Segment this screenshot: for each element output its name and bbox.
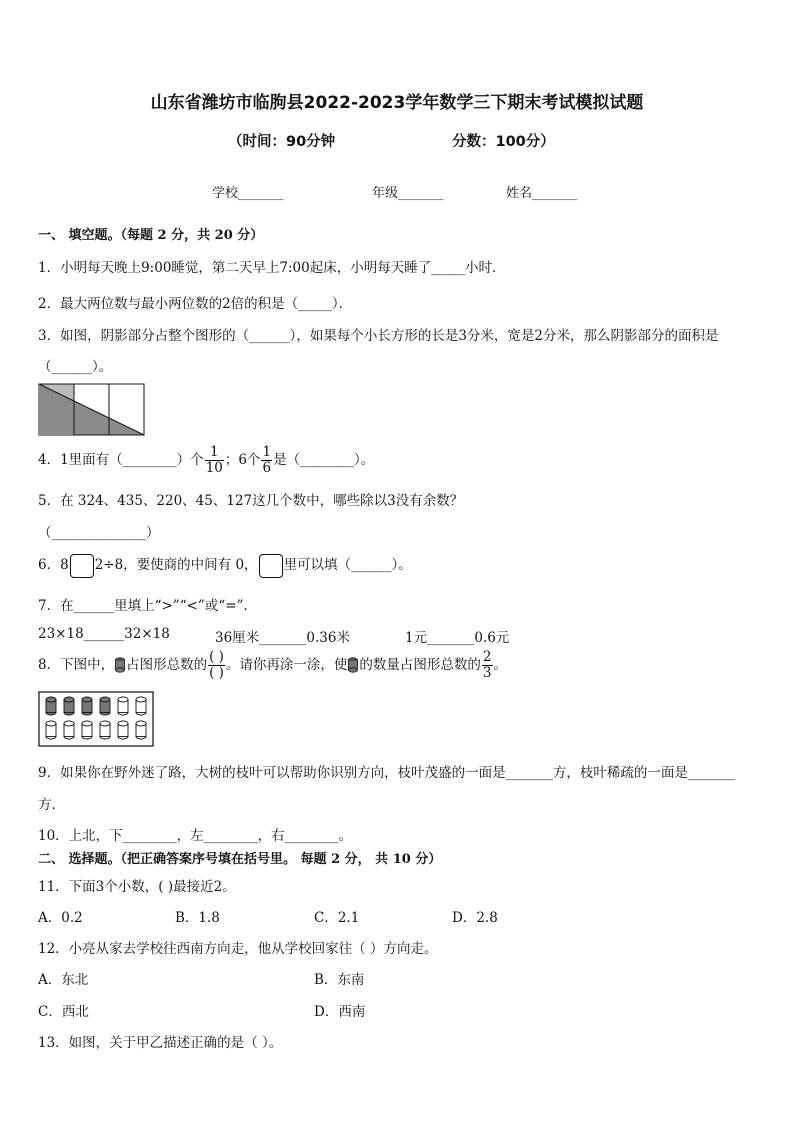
fraction-one-sixth (261, 445, 272, 476)
question-8-text-c: 。请你再涂一涂，使 (225, 656, 348, 673)
fraction-denominator: 3 (482, 664, 492, 681)
section-1-title: 一、 填空题。（每题 2 分，共 20 分） (38, 228, 264, 243)
question-12-option-a: A．东北 (38, 972, 89, 988)
question-12-option-c: C．西北 (38, 1004, 89, 1020)
question-13: 13．如图，关于甲乙描述正确的是（ ）。 (38, 1035, 283, 1051)
fraction-numerator: ( ) (209, 649, 224, 665)
school-field: 学校_______ (212, 186, 284, 201)
question-5-line2: （______________） (38, 525, 160, 541)
cylinder-empty (136, 721, 146, 739)
question-8 (38, 650, 507, 681)
fraction-numerator: 1 (205, 445, 224, 461)
cylinder-icon (348, 657, 358, 673)
cylinder-shaded (46, 697, 56, 715)
blank-box (259, 554, 283, 578)
question-4-text-a: 4．1里面有（________）个 (38, 451, 204, 468)
question-7-compare-1: 23×18______32×18 (38, 626, 170, 642)
fraction-one-tenth (205, 445, 224, 476)
question-8-text-a: 8．下图中， (38, 656, 115, 673)
question-6 (38, 553, 412, 578)
question-7-compare-3: 1元_______0.6元 (405, 630, 510, 646)
cylinder-grid-figure (38, 691, 154, 747)
grade-field: 年级_______ (372, 186, 444, 201)
cylinder-empty (46, 721, 56, 739)
question-9-line2: 方． (38, 797, 65, 813)
question-12: 12．小亮从家去学校往西南方向走，他从学校回家往（ ）方向走。 (38, 941, 438, 957)
question-6-text-a: 6．8 (38, 557, 69, 573)
fraction-two-thirds (482, 650, 493, 681)
exam-score: 分数：100分） (452, 134, 555, 150)
question-4 (38, 445, 374, 476)
question-4-text-c: 是（________）。 (273, 451, 375, 468)
question-11-option-b: B．1.8 (175, 910, 220, 926)
question-5-line1: 5．在 324、435、220、45、127这几个数中，哪些除以3没有余数？ (38, 493, 464, 509)
cylinder-icon (115, 657, 125, 673)
question-7-line1: 7．在______里填上“>”“<”或“=”. (38, 598, 248, 614)
cylinder-empty (100, 721, 110, 739)
fraction-blank (208, 650, 225, 681)
fraction-denominator: ( ) (209, 664, 224, 681)
question-3-line2: （______）。 (38, 359, 113, 375)
question-11-option-a: A．0.2 (38, 910, 83, 926)
question-11-option-c: C．2.1 (314, 910, 360, 926)
cylinder-shaded (100, 697, 110, 715)
question-7-compare-2: 36厘米_______0.36米 (215, 630, 350, 646)
question-9-line1: 9．如果你在野外迷了路，大树的枝叶可以帮助你识别方向，枝叶茂盛的一面是_______方，枝叶稀疏的一面是_______ (38, 765, 736, 781)
question-6-text-b: 2÷8，要使商的中间有 0， (94, 557, 258, 573)
fraction-denominator: 10 (205, 459, 223, 476)
exam-time: （时间：90分钟 (228, 134, 336, 150)
question-12-option-d: D．西南 (314, 1004, 366, 1020)
fraction-denominator: 6 (262, 459, 272, 476)
question-2: 2．最大两位数与最小两位数的2倍的积是（_____）． (38, 296, 353, 312)
question-10: 10．上北，下________，左________，右________。 (38, 828, 353, 844)
question-12-option-b: B．东南 (314, 972, 365, 988)
shaded-rectangle-figure (38, 383, 146, 437)
question-8-text-d: 的数量占图形总数的 (359, 656, 481, 673)
question-8-text-b: 占图形总数的 (126, 656, 208, 673)
question-3-line1: 3．如图，阴影部分占整个图形的（______），如果每个小长方形的长是3分米，宽是2分米，那么阴影部分的面积是 (38, 328, 719, 344)
page-title: 山东省潍坊市临朐县2022-2023学年数学三下期末考试模拟试题 (150, 93, 644, 113)
fraction-numerator: 2 (482, 649, 492, 665)
question-6-text-c: 里可以填（______）。 (283, 557, 412, 573)
section-2-title: 二、 选择题。（把正确答案序号填在括号里。 每题 2 分， 共 10 分） (38, 852, 442, 867)
question-8-text-e: 。 (493, 656, 508, 673)
cylinder-empty (64, 721, 74, 739)
cylinder-shaded (82, 697, 92, 715)
question-4-text-b: ；6个 (224, 451, 261, 468)
fraction-numerator: 1 (262, 444, 272, 460)
cylinder-empty (136, 697, 146, 715)
cylinder-empty (82, 721, 92, 739)
cylinder-empty (118, 721, 128, 739)
cylinder-shaded (64, 697, 74, 715)
cylinder-empty (118, 697, 128, 715)
blank-box (70, 554, 94, 578)
question-1: 1．小明每天晚上9:00睡觉，第二天早上7:00起床，小明每天睡了_____小时． (38, 260, 506, 276)
question-11-option-d: D．2.8 (452, 910, 498, 926)
name-field: 姓名_______ (506, 186, 578, 201)
question-11: 11．下面3个小数，( )最接近2。 (38, 879, 236, 895)
